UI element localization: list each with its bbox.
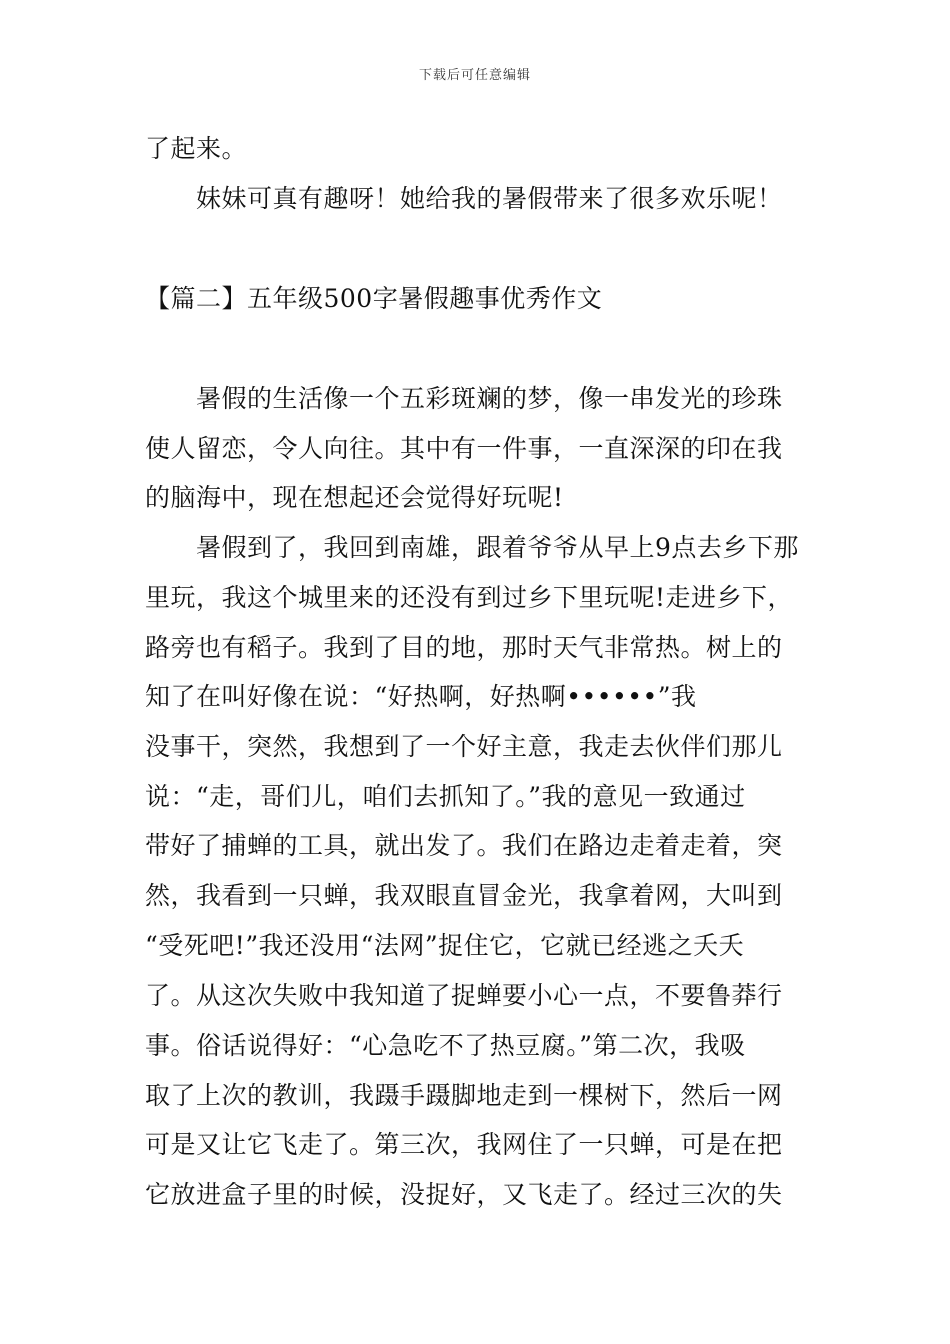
text-line-19: 它放进盒子里的时候，没捉好，又飞走了。经过三次的失 [145, 1180, 783, 1209]
text-line-16: 事。俗话说得好：“心急吃不了热豆腐。”第二次，我吸 [145, 1031, 746, 1060]
page-header: 下载后可任意编辑 [418, 68, 531, 83]
text-line-10: 没事干，突然，我想到了一个好主意，我走去伙伴们那儿 [145, 732, 783, 761]
text-line-5: 的脑海中，现在想起还会觉得好玩呢! [145, 483, 564, 512]
text-line-17: 取了上次的教训，我蹑手蹑脚地走到一棵树下，然后一网 [145, 1081, 783, 1110]
section-heading: 【篇二】五年级500字暑假趣事优秀作文 [145, 284, 603, 313]
text-line-2: 妹妹可真有趣呀！她给我的暑假带来了很多欢乐呢！ [196, 184, 783, 213]
text-line-11: 说：“走，哥们儿，咱们去抓知了。”我的意见一致通过 [145, 782, 746, 811]
text-line-13: 然，我看到一只蝉，我双眼直冒金光，我拿着网，大叫到 [145, 881, 783, 910]
text-line-6: 暑假到了，我回到南雄，跟着爷爷从早上9点去乡下那 [196, 533, 799, 562]
text-line-15: 了。从这次失败中我知道了捉蝉要小心一点，不要鲁莽行 [145, 981, 783, 1010]
text-line-4: 使人留恋，令人向往。其中有一件事，一直深深的印在我 [145, 434, 783, 463]
text-line-12: 带好了捕蝉的工具，就出发了。我们在路边走着走着，突 [145, 831, 783, 860]
text-line-18: 可是又让它飞走了。第三次，我网住了一只蝉，可是在把 [145, 1130, 783, 1159]
text-line-1: 了起来。 [145, 134, 248, 163]
text-line-14: “受死吧!”我还没用“法网”捉住它，它就已经逃之夭夭 [145, 931, 745, 960]
text-line-7: 里玩，我这个城里来的还没有到过乡下里玩呢!走进乡下， [145, 583, 794, 612]
text-line-9: 知了在叫好像在说：“好热啊，好热啊••••••”我 [145, 682, 697, 711]
text-line-3: 暑假的生活像一个五彩斑斓的梦，像一串发光的珍珠 [196, 384, 783, 413]
text-line-8: 路旁也有稻子。我到了目的地，那时天气非常热。树上的 [145, 633, 783, 662]
